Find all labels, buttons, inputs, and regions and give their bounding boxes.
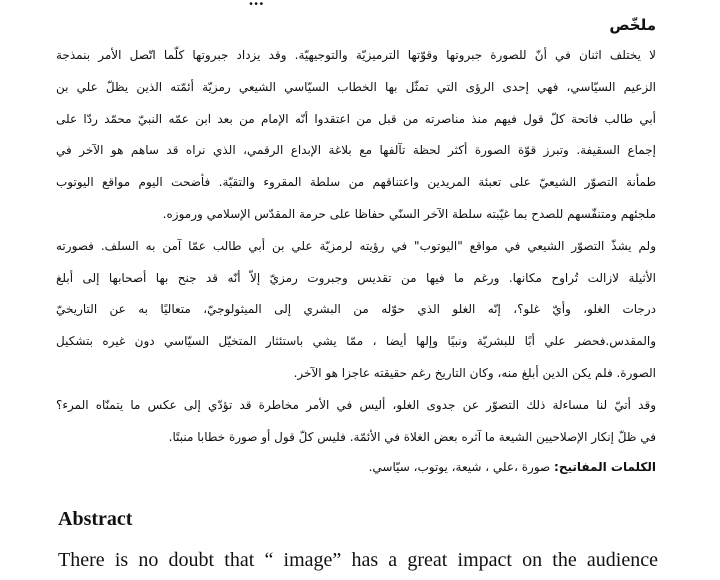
arabic-abstract-line: ولم يشذّ التصوّر الشيعي في مواقع "اليوتوب" في رؤيته لرمزيّة علي بن أبي طالب عمّا آمن به السلف. فصورته bbox=[56, 238, 656, 253]
arabic-abstract-line: أبي طالب فاتحة كلّ قول فيهم منذ مناصرته من قبل من اعتقدوا أنّه الإمام من بعد ابن عمّه النبيّ محمّد ردّا على bbox=[56, 111, 656, 126]
arabic-keywords-label: الكلمات المفاتيح: bbox=[554, 460, 656, 475]
arabic-abstract-line: الأثيلة لازالت تُراوح مكانها. ورغم ما فيها من تقديس وجبروت رمزيّ إلاّ أنّه قد جنح بها أصحابها إلى أبلغ bbox=[56, 270, 656, 285]
english-abstract-heading: Abstract bbox=[58, 508, 133, 530]
arabic-abstract-line: الصورة. فلم يكن الدين أبلغ منه، وكان التاريخ رغم حقيقته عاجزا هو الآخر. bbox=[293, 365, 656, 380]
arabic-abstract-line: إجماع السقيفة. وتبرز قوّة الصورة أكثر لحظة تآلفها مع بلاغة الإبداع الرقمي، الذي نراه قد ساهم هو الآخر في bbox=[56, 143, 656, 158]
arabic-abstract-line: في ظلّ إنكار الإصلاحيين الشيعة ما آثره بعض الغلاة في الأئمّة. فليس كلّ قول أو صورة خطابا منبتًا. bbox=[168, 429, 656, 444]
arabic-abstract-line: درجات الغلو، وأيّ غلو؟، إنّه الغلو الذي حوّله من البشري إلى الميثولوجيّ، متعاليًا به عن التاريخيّ bbox=[56, 302, 656, 317]
english-abstract-first-line: There is no doubt that “ image” has a great impact on the audience bbox=[58, 549, 658, 571]
arabic-abstract-line: طمأنة التصوّر الشيعيّ على تعبئة المريدين واعتناقهم من سلطة المقروء والتقيّة. فأضحت اليوم مواقع اليوتوب bbox=[56, 175, 656, 190]
arabic-abstract-line: والمقدس.فحضر علي أبًا للبشريّة ونبيًا وإلها أيضا ، ممّا يشي باستئثار المتخيّل السيّاسي دون غيره بتشكيل bbox=[56, 334, 656, 349]
arabic-abstract-line: ملجئهم ومتنفّسهم للصدح بما غيّبته سلطة الآخر السنّي حفاظا على حرمة المقدّس الإسلامي ورموزه. bbox=[162, 206, 656, 221]
arabic-abstract-line: الزعيم السيّاسي، فهي إحدى الرؤى التي تمثّل بها الخطاب السيّاسي الشيعي رمزيّة أئمّته الذين يظلّ علي بن bbox=[56, 79, 656, 94]
arabic-abstract-line: وقد أتيّ لنا مساءلة ذلك التصوّر عن جدوى الغلو، أليس في الأمر مخاطرة قد تؤدّي إلى عكس ما يتمنّاه المرء؟ bbox=[56, 397, 656, 412]
arabic-abstract-heading: ملخّص bbox=[609, 16, 656, 34]
arabic-keywords-value: صورة ،علي ، شيعة، يوتوب، سيّاسي. bbox=[368, 460, 555, 475]
arabic-abstract-line: لا يختلف اثنان في أنّ للصورة جبروتها وقوّتها الترميزيّة والتوجيهيّة. وقد يزداد جبروتها كلّما اتّصل الأمر بنمذجة bbox=[56, 48, 656, 62]
arabic-keywords bbox=[56, 453, 656, 481]
arabic-abstract-body bbox=[56, 40, 656, 453]
arabic-abstract bbox=[56, 10, 656, 481]
cut-off-text-above: ... bbox=[248, 0, 264, 9]
